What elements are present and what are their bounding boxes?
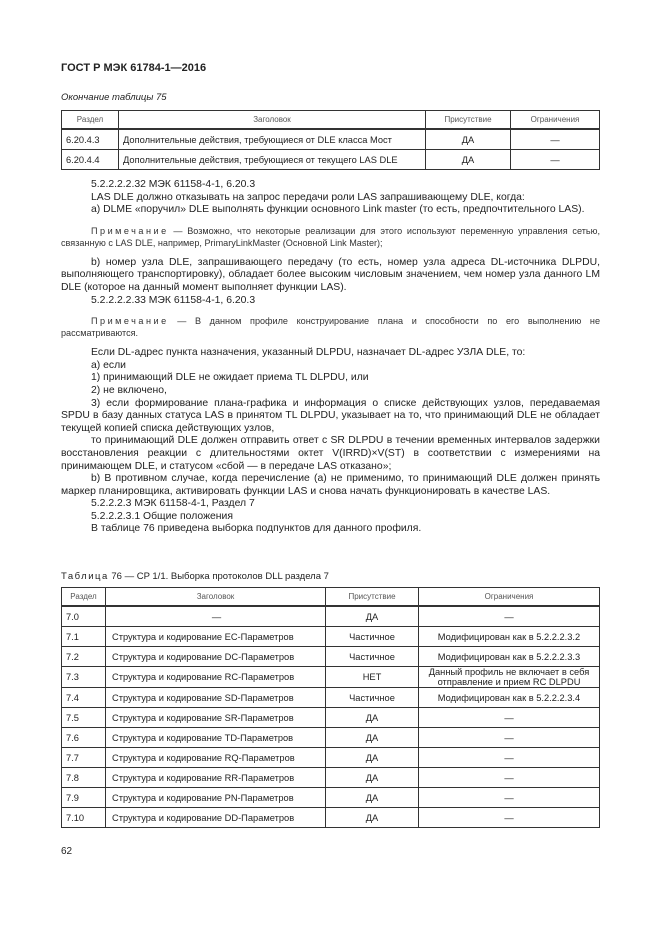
table-row <box>62 808 600 828</box>
title-cell: Структура и кодирование DD-Параметров <box>106 808 326 828</box>
section-cell: 7.10 <box>62 808 106 828</box>
restrictions-cell: Модифицирован как в 5.2.2.2.3.3 <box>419 647 600 667</box>
title-cell: Структура и кодирование DC-Параметров <box>106 647 326 667</box>
table-row <box>62 150 600 170</box>
restrictions-cell: Модифицирован как в 5.2.2.2.3.4 <box>419 688 600 708</box>
title-cell: Дополнительные действия, требующиеся от текущего LAS DLE <box>119 150 426 170</box>
clause-heading: 5.2.2.2.2.33 МЭК 61158-4-1, 6.20.3 <box>91 294 256 306</box>
table-row <box>62 748 600 768</box>
presence-cell: Частичное <box>326 688 419 708</box>
section-cell: 7.6 <box>62 728 106 748</box>
section-cell: 6.20.4.3 <box>62 129 119 150</box>
restrictions-cell: Модифицирован как в 5.2.2.2.3.2 <box>419 627 600 647</box>
presence-cell: ДА <box>326 606 419 627</box>
table-75 <box>61 110 600 170</box>
title-cell: Структура и кодирование RR-Параметров <box>106 768 326 788</box>
section-cell: 7.0 <box>62 606 106 627</box>
title-cell: — <box>106 606 326 627</box>
restrictions-cell: — <box>419 768 600 788</box>
title-cell: Структура и кодирование RC-Параметров <box>106 667 326 688</box>
paragraph: а) DLME «поручил» DLE выполнять функции основного Link master (то есть, предпочтительного LAS). <box>91 204 585 216</box>
page-number: 62 <box>61 846 73 857</box>
presence-cell: ДА <box>326 728 419 748</box>
presence-cell: ДА <box>326 748 419 768</box>
section-cell: 7.4 <box>62 688 106 708</box>
presence-cell: Частичное <box>326 647 419 667</box>
paragraph: b) В противном случае, когда перечисление (а) не применимо, то принимающий DLE должен принять маркер планировщика, активировать функции LAS и снова начать функционировать в качестве LAS. <box>61 473 600 497</box>
column-header: Ограничения <box>419 588 600 607</box>
section-cell: 7.2 <box>62 647 106 667</box>
restrictions-cell: — <box>419 788 600 808</box>
title-cell: Структура и кодирование SR-Параметров <box>106 708 326 728</box>
column-header: Раздел <box>62 588 106 607</box>
presence-cell: ДА <box>326 788 419 808</box>
note <box>61 225 600 249</box>
title-cell: Структура и кодирование PN-Параметров <box>106 788 326 808</box>
restrictions-cell: — <box>419 808 600 828</box>
presence-cell: ДА <box>326 808 419 828</box>
caption-text: 76 — CP 1/1. Выборка протоколов DLL раздела 7 <box>108 571 329 582</box>
table76-caption <box>61 571 329 582</box>
table-row <box>62 768 600 788</box>
table-header-row <box>62 588 600 607</box>
clause-heading: 5.2.2.2.3.1 Общие положения <box>91 510 233 522</box>
section-cell: 7.9 <box>62 788 106 808</box>
body-text <box>61 179 600 536</box>
table-row <box>62 627 600 647</box>
presence-cell: ДА <box>426 129 511 150</box>
presence-cell: НЕТ <box>326 667 419 688</box>
restrictions-cell: — <box>419 708 600 728</box>
note <box>61 315 600 339</box>
note-label: Примечание <box>91 316 169 327</box>
restrictions-cell: — <box>419 748 600 768</box>
paragraph: 3) если формирование плана-графика и информация о списке действующих узлов, передаваемая SPDU в базу данных статуса LAS в принятом TL DLPDU, указывает на то, что принимающий DLE не обладает текущей копией списка действующих узлов, <box>61 397 600 434</box>
column-header: Заголовок <box>106 588 326 607</box>
paragraph: а) если <box>91 359 126 371</box>
column-header: Присутствие <box>426 111 511 130</box>
restrictions-cell: — <box>419 606 600 627</box>
table-row <box>62 667 600 688</box>
paragraph: В таблице 76 приведена выборка подпунктов для данного профиля. <box>91 523 422 535</box>
clause-heading: 5.2.2.2.2.32 МЭК 61158-4-1, 6.20.3 <box>91 179 256 190</box>
section-cell: 7.8 <box>62 768 106 788</box>
column-header: Присутствие <box>326 588 419 607</box>
table-row <box>62 788 600 808</box>
paragraph: то принимающий DLE должен отправить ответ с SR DLPDU в течении временных интервалов задержки восстановления реакции с длительностями октет V(IRRD)×V(ST) в соответствии с измерениями на принимающем DLE, и статусом «сбой — в передаче LAS отказано»; <box>61 435 600 472</box>
paragraph: Если DL-адрес пункта назначения, указанный DLPDU, назначает DL-адрес УЗЛА DLE, то: <box>91 347 526 359</box>
table-header-row <box>62 111 600 130</box>
table-row <box>62 728 600 748</box>
section-cell: 6.20.4.4 <box>62 150 119 170</box>
column-header: Раздел <box>62 111 119 130</box>
paragraph: LAS DLE должно отказывать на запрос передачи роли LAS запрашивающему DLE, когда: <box>91 191 525 203</box>
title-cell: Структура и кодирование SD-Параметров <box>106 688 326 708</box>
column-header: Ограничения <box>511 111 600 130</box>
table-row <box>62 708 600 728</box>
table75-caption: Окончание таблицы 75 <box>61 92 167 103</box>
table-row <box>62 647 600 667</box>
section-cell: 7.7 <box>62 748 106 768</box>
table-row <box>62 688 600 708</box>
clause-heading: 5.2.2.2.3 МЭК 61158-4-1, Раздел 7 <box>91 498 255 510</box>
table-row <box>62 129 600 150</box>
document-header: ГОСТ Р МЭК 61784-1—2016 <box>61 62 207 74</box>
presence-cell: Частичное <box>326 627 419 647</box>
table-76 <box>61 587 600 828</box>
note-text: — Возможно, что некоторые реализации для этого используют переменную управления сетью, связанную с LAS DLE, например, PrimaryLinkMaster (Основной Link Master); <box>61 225 600 248</box>
title-cell: Структура и кодирование EC-Параметров <box>106 627 326 647</box>
title-cell: Структура и кодирование TD-Параметров <box>106 728 326 748</box>
title-cell: Дополнительные действия, требующиеся от DLE класса Мост <box>119 129 426 150</box>
note-text: — В данном профиле конструирование плана и способности по его выполнению не рассматриваются. <box>61 316 600 339</box>
restrictions-cell: — <box>511 129 600 150</box>
section-cell: 7.5 <box>62 708 106 728</box>
table-row <box>62 606 600 627</box>
paragraph: 2) не включено, <box>91 384 167 396</box>
restrictions-cell: Данный профиль не включает в себя отправление и прием RC DLPDU <box>419 667 600 688</box>
paragraph: 1) принимающий DLE не ожидает приема TL DLPDU, или <box>91 372 369 384</box>
presence-cell: ДА <box>426 150 511 170</box>
presence-cell: ДА <box>326 768 419 788</box>
presence-cell: ДА <box>326 708 419 728</box>
note-label: Примечание <box>91 225 169 236</box>
title-cell: Структура и кодирование RQ-Параметров <box>106 748 326 768</box>
restrictions-cell: — <box>419 728 600 748</box>
restrictions-cell: — <box>511 150 600 170</box>
section-cell: 7.3 <box>62 667 106 688</box>
paragraph: b) номер узла DLE, запрашивающего передачу (то есть, номер узла адреса DL-источника DLPDU, выполняющего транспортировку), обладает более высоким числовым значением, чем номер узла данного LM DLE (которое на данный момент выполняет функции LAS). <box>61 256 600 293</box>
section-cell: 7.1 <box>62 627 106 647</box>
column-header: Заголовок <box>119 111 426 130</box>
caption-label: Таблица <box>61 571 109 582</box>
